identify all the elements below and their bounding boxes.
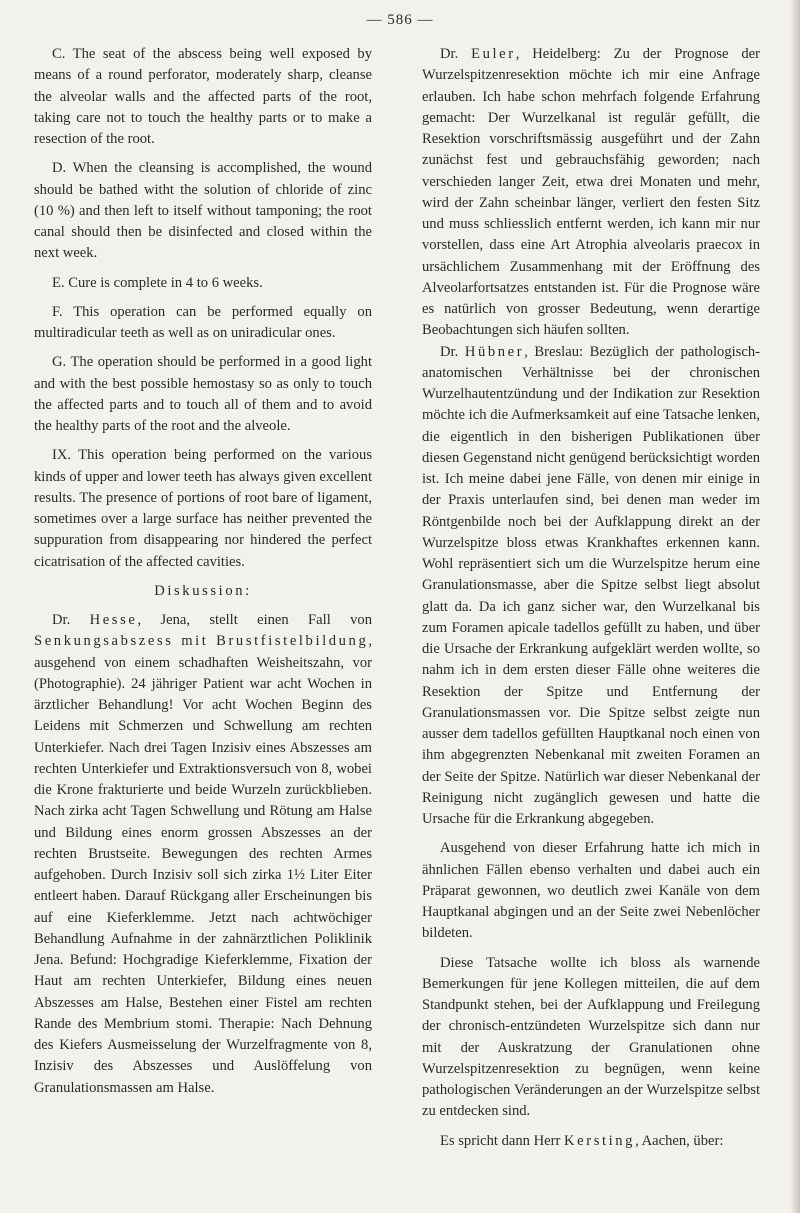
kersting-text: , Aachen, über: xyxy=(635,1132,724,1149)
kersting-intro: Es spricht dann Herr xyxy=(440,1132,565,1149)
right-column xyxy=(422,44,760,1160)
page-edge-shadow xyxy=(790,0,800,1213)
left-column xyxy=(34,44,372,1099)
hesse-after-name: , Jena, stellt einen Fall von xyxy=(137,612,372,628)
paragraph-e: E. Cure is complete in 4 to 6 weeks. xyxy=(52,274,263,291)
hesse-text: , ausgehend von einem schadhaften Weisheitszahn, vor (Photographie). 24 jähriger Patient war acht Wochen in ärztlicher Behandlung! Vor acht Wochen Beginn des Leidens mit Schmerzen und Schwellung am rechten Unterkiefer. Nach drei Tagen Inzisiv eines Abszesses am rechten Unterkiefer und Extraktionsversuch von 8, wobei die Krone frakturierte und beide Wurzeln zurückblieben. Nach zirka acht Tagen Schwellung und Rötung am Halse und Bildung eines enorm grossen Abszesses an der rechten Brustseite. Bewegungen des rechten Armes aufgehoben. Durch Inzisiv soll sich zirka 1½ Liter Eiter entleert haben. Darauf Rückgang aller Erscheinungen bis auf eine Kieferklemme. Jetzt nach achtwöchiger Behandlung Aufnahme in der zahnärztlichen Poliklinik Jena. Befund: Hochgradige Kieferklemme, Fixation der Haut am rechten Unterkiefer, Bildung eines neuen Abszesses am Halse, Bestehen einer Fistel am rechten Rande des Membrium stomi. Therapie: Nach Dehnung des Kiefers Ausmeisselung der Wurzelfragmente von 8, Inzisiv des Abszesses und Auslöffelung von Granulationsmassen am Halse. xyxy=(34,633,372,1096)
huebner-intro: Dr. xyxy=(440,343,465,360)
paragraph-huebner xyxy=(422,342,760,831)
page-number: — 586 — xyxy=(366,12,434,28)
speaker-name-hesse: Hesse xyxy=(89,612,138,628)
huebner-text: , Breslau: Bezüglich der pathologisch-anatomischen Verhältnisse bei der chronischen Wurzelhautentzündung und der Indikation zur Resektion möchte ich die Aufmerksamkeit auf eine Tatsache lenken, die eigentlich in den bisherigen Publikationen über diesen Gegenstand nicht genügend berücksichtigt worden ist. Ich meine dabei jene Fälle, von denen mir einige in der Praxis unterlaufen sind, bei denen man weder im Röntgenbilde noch bei der Aufklappung direkt an der Wurzelspitze bloss etwas Krankhaftes erkennen kann. Wohl repräsentiert sich um die Wurzelspitze herum eine Granulationsmasse, aber die Spitze selbst liegt absolut glatt da. Da ich ganz sicher war, den Wurzelkanal bis zum Foramen apicale tadellos gefüllt zu haben, und über die Ursache der Erkrankung aufgeklärt werden wollte, so nahm ich in dem ersten dieser Fälle ohne weiteres die Resektion der Spitze und Entfernung der Granulationsmassen vor. Die Spitze selbst zeigte nun ausser dem tadellos gefüllten Hauptkanal noch einen von ihm abgegrenzten Nebenkanal mit zweiten Foramen an der Seite der Spitze. Natürlich war dieser Nebenkanal der Reinigung nicht zugänglich gewesen und hatte die Ursache für die Erkrankung abgegeben. xyxy=(422,343,760,827)
speaker-name-kersting: Kersting xyxy=(564,1132,636,1149)
paragraph-diese: Diese Tatsache wollte ich bloss als warnende Bemerkungen für jene Kollegen mitteilen, die auf dem Standpunkt stehen, bei der Aufklappung und Freilegung der chronisch-entzündeten Wurzelspitze sich dann nur mit der Auskratzung der Granulationen ohne Wurzelspitzenresektion zu begnügen, wenn keine pathologischen Veränderungen an der Wurzelspitze selbst zu entdecken sind. xyxy=(422,954,760,1120)
paragraph-ix: IX. This operation being performed on the various kinds of upper and lower teeth has always given excellent results. The presence of portions of root bare of ligament, sometimes over a large surface has neither prevented the suppuration from disappearing nor hindered the perfect cicatrisation of the affected cavities. xyxy=(34,447,372,570)
paragraph-euler xyxy=(422,44,760,342)
paragraph-ausgehend: Ausgehend von dieser Erfahrung hatte ich mich in ähnlichen Fällen ebenso verhalten und dabei auch ein Präparat gewonnen, wo deutlich zwei Kanäle von dem Hauptkanal abgingen und an der Seite zwei Nebenlöcher bildeten. xyxy=(422,840,760,942)
case-title: Senkungsabszess mit Brustfistelbildung xyxy=(34,633,369,650)
speaker-name-huebner: Hübner xyxy=(464,343,525,360)
paragraph-kersting xyxy=(422,1131,760,1152)
euler-intro: Dr. xyxy=(440,46,472,62)
speaker-name-euler: Euler xyxy=(471,46,516,62)
paragraph-f: F. This operation can be performed equally on multiradicular teeth as well as on uniradicular ones. xyxy=(34,303,372,341)
paragraph-hesse xyxy=(34,610,372,1099)
hesse-intro: Dr. xyxy=(52,612,90,628)
paragraph-c: C. The seat of the abscess being well exposed by means of a round perforator, moderately sharp, cleanse the alveolar walls and the affected parts of the root, taking care not to touch the healthy parts or to make a resection of the root. xyxy=(34,46,372,147)
paragraph-d: D. When the cleansing is accomplished, the wound should be bathed witht the solution of chloride of zinc (10 %) and then left to itself without tamponing; the root canal should then be disinfected and closed within the next week. xyxy=(34,160,372,262)
discussion-heading: Diskussion: xyxy=(154,582,252,599)
euler-text: , Heidelberg: Zu der Prognose der Wurzelspitzenresektion möchte ich mir eine Anfrage erlauben. Ich habe schon mehrfach folgende Erfahrung gemacht: Der Wurzelkanal ist regulär gefüllt, die Resektion vorschriftsmässig ausgeführt und der Zahn zunächst fest und gebrauchsfähig geworden; nach verschieden langer Zeit, etwa drei Monaten und mehr, wird der Zahn scheinbar länger, verliert den festen Sitz und muss schliesslich entfernt werden, ich kann mir nur vorstellen, dass eine Art Atrophia alveolaris praecox in ursächlichem Zusammenhang mit der Eröffnung des Alveolarfortsatzes entstanden ist. Für die Prognose wäre es natürlich von grosser Bedeutung, wenn derartige Beobachtungen sich häufen sollten. xyxy=(422,46,761,339)
paragraph-g: G. The operation should be performed in a good light and with the best possible hemostasy so as only to touch the affected parts and to touch all of them and to avoid the healthy parts of the root and the alveole. xyxy=(34,354,372,434)
